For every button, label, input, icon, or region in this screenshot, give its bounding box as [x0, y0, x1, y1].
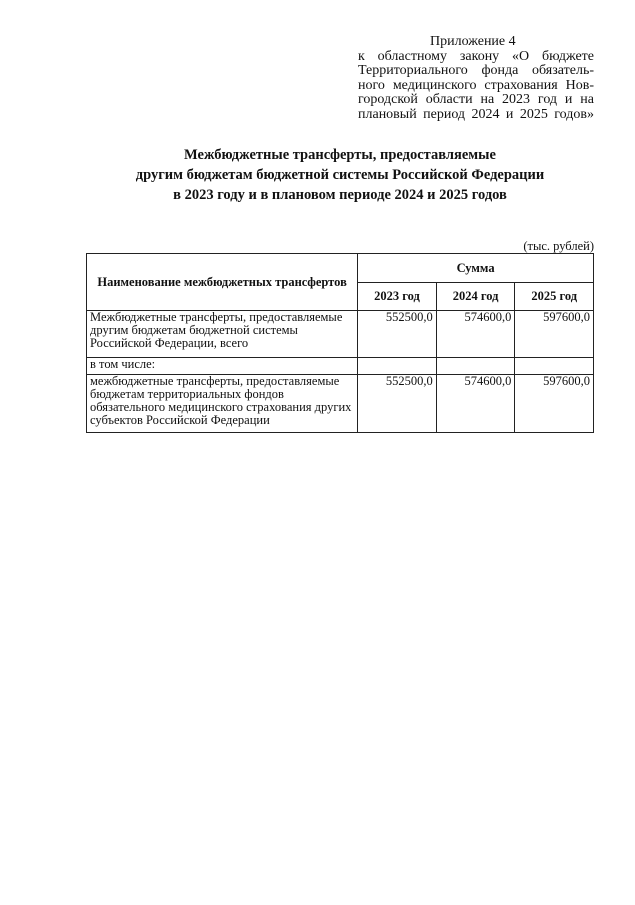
year-header-2023: 2023 год	[358, 283, 437, 311]
year-header-2025: 2025 год	[515, 283, 594, 311]
sum-column-header: Сумма	[358, 254, 594, 283]
table-row	[87, 358, 594, 375]
row-value-2024: 574600,0	[436, 375, 515, 433]
title-line: Межбюджетные трансферты, предоставляемые	[184, 147, 496, 163]
row-label: Межбюджетные трансферты, предоставляемые другим бюджетам бюджетной системы Российской Федерации, всего	[87, 311, 358, 358]
title-line: другим бюджетам бюджетной системы Российской Федерации	[135, 167, 545, 183]
appendix-header	[358, 35, 594, 122]
table-header-row	[87, 254, 594, 283]
year-header-2024: 2024 год	[436, 283, 515, 311]
transfers-table	[86, 253, 594, 433]
name-column-header: Наименование межбюджетных трансфертов	[87, 254, 358, 311]
row-value-2023	[358, 358, 437, 375]
row-value-2024	[436, 358, 515, 375]
table-row	[87, 375, 594, 433]
appendix-line: городской области на 2023 год и на	[358, 92, 594, 107]
row-value-2025: 597600,0	[515, 311, 594, 358]
row-label: межбюджетные трансферты, предоставляемые бюджетам территориальных фондов обязательного медицинского страхования других субъектов Российской Федерации	[87, 375, 358, 433]
table-row	[87, 311, 594, 358]
row-value-2025: 597600,0	[515, 375, 594, 433]
title-line: в 2023 году и в плановом периоде 2024 и 2025 годов	[173, 187, 507, 203]
row-value-2023: 552500,0	[358, 375, 437, 433]
appendix-title: Приложение 4	[430, 34, 516, 49]
appendix-line: ного медицинского страхования Нов-	[358, 77, 594, 93]
row-label: в том числе:	[87, 358, 358, 375]
appendix-line: плановый период 2024 и 2025 годов»	[358, 106, 594, 122]
units-note: (тыс. рублей)	[523, 239, 594, 253]
row-value-2025	[515, 358, 594, 375]
appendix-line: Территориального фонда обязатель-	[358, 63, 594, 78]
row-value-2023: 552500,0	[358, 311, 437, 358]
row-value-2024: 574600,0	[436, 311, 515, 358]
document-title	[60, 145, 620, 205]
appendix-line: к областному закону «О бюджете	[358, 48, 594, 64]
